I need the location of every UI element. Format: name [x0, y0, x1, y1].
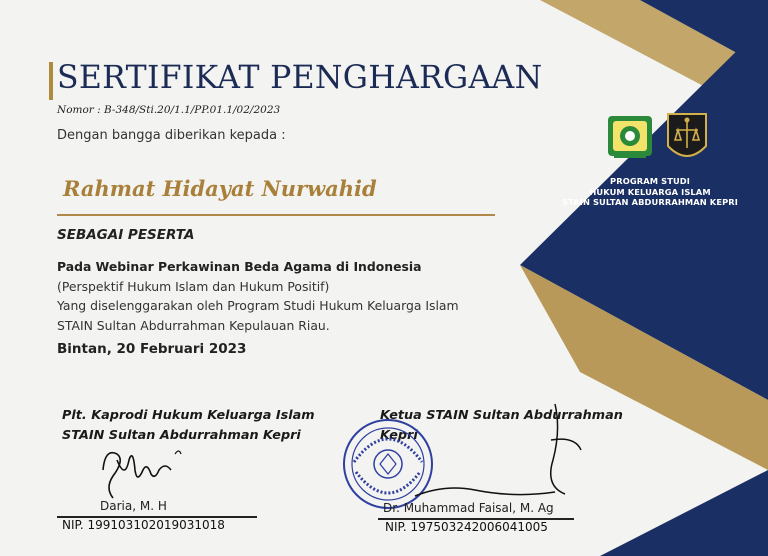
name-underline — [57, 214, 495, 216]
participant-role: SEBAGAI PESERTA — [57, 227, 195, 243]
event-subtitle: (Perspektif Hukum Islam dan Hukum Positif) — [57, 278, 330, 294]
right-title-line-1: Ketua STAIN Sultan Abdurrahman — [380, 408, 623, 423]
program-label — [560, 176, 740, 208]
program-line-2: HUKUM KELUARGA ISLAM — [589, 186, 711, 197]
intro-text: Dengan bangga diberikan kepada : — [57, 128, 286, 143]
program-line-1: PROGRAM STUDI — [610, 176, 690, 186]
left-signatory-name: Daria, M. H — [100, 499, 167, 513]
event-description — [57, 257, 459, 335]
recipient-name: Rahmat Hidayat Nurwahid — [63, 176, 377, 201]
left-title-line-1: Plt. Kaprodi Hukum Keluarga Islam — [62, 408, 315, 423]
left-signatory-nip: NIP. 199103102019031018 — [62, 518, 225, 532]
right-signature-icon — [405, 400, 605, 510]
title-accent-bar — [49, 62, 53, 100]
institution-line: STAIN Sultan Abdurrahman Kepulauan Riau. — [57, 317, 330, 333]
event-line: Pada Webinar Perkawinan Beda Agama di Indonesia — [57, 259, 422, 274]
right-signatory-nip: NIP. 197503242006041005 — [385, 520, 548, 534]
stain-logo-icon — [608, 116, 652, 158]
certificate-title: SERTIFIKAT PENGHARGAAN — [57, 60, 543, 96]
hki-logo-icon — [668, 114, 706, 156]
institution-logos — [602, 108, 720, 172]
organizer-line: Yang diselenggarakan oleh Program Studi Hukum Keluarga Islam — [57, 298, 459, 313]
left-title-line-2: STAIN Sultan Abdurrahman Kepri — [62, 428, 301, 443]
program-line-3: STAIN SULTAN ABDURRAHMAN KEPRI — [562, 197, 738, 207]
place-date: Bintan, 20 Februari 2023 — [57, 341, 247, 357]
right-signatory-name: Dr. Muhammad Faisal, M. Ag — [383, 501, 554, 515]
certificate-number: Nomor : B-348/Sti.20/1.1/PP.01.1/02/2023 — [57, 104, 281, 116]
right-title-line-2: Kepri — [380, 428, 418, 443]
